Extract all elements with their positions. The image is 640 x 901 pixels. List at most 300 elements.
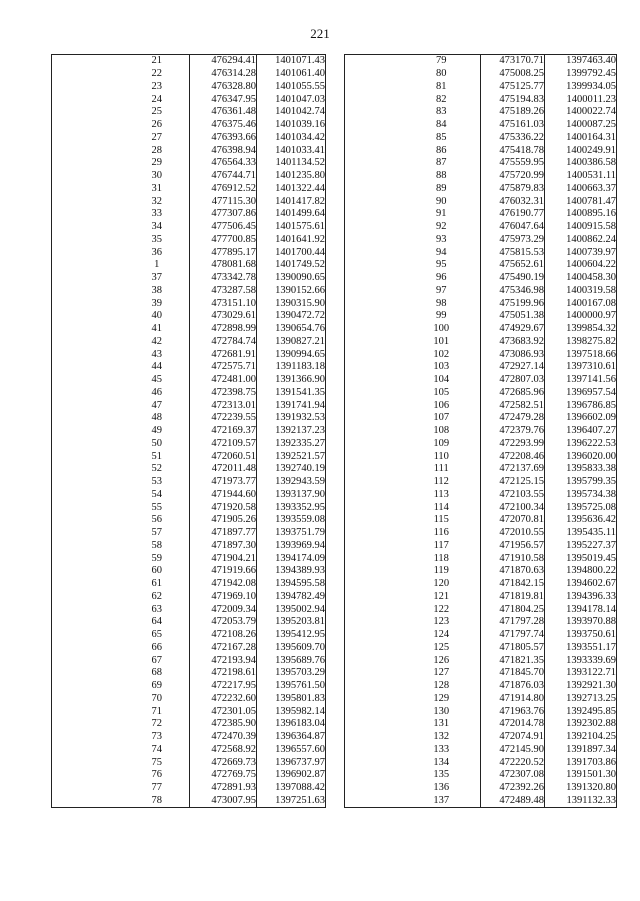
- blank-cell: [52, 234, 125, 247]
- y-coordinate-cell: 1391320.80: [545, 782, 617, 795]
- x-coordinate-cell: 472100.34: [481, 501, 545, 514]
- table-row: [52, 336, 326, 349]
- blank-cell: [52, 93, 125, 106]
- table-row: [52, 744, 326, 757]
- y-coordinate-cell: 1400739.97: [545, 246, 617, 259]
- table-row: [345, 756, 617, 769]
- table-row: [345, 272, 617, 285]
- point-number-cell: 34: [125, 221, 190, 234]
- blank-cell: [345, 425, 403, 438]
- coordinates-table-left: [51, 54, 326, 808]
- point-number-cell: 95: [403, 259, 481, 272]
- table-row: [345, 310, 617, 323]
- table-row: [345, 183, 617, 196]
- table-row: [345, 782, 617, 795]
- y-coordinate-cell: 1395703.29: [257, 667, 326, 680]
- point-number-cell: 61: [125, 578, 190, 591]
- table-row: [52, 55, 326, 68]
- table-row: [345, 348, 617, 361]
- blank-cell: [345, 616, 403, 629]
- table-row: [52, 234, 326, 247]
- x-coordinate-cell: 472685.96: [481, 387, 545, 400]
- y-coordinate-cell: 1401499.64: [257, 208, 326, 221]
- point-number-cell: 135: [403, 769, 481, 782]
- y-coordinate-cell: 1400862.24: [545, 234, 617, 247]
- blank-cell: [52, 731, 125, 744]
- y-coordinate-cell: 1397310.61: [545, 361, 617, 374]
- table-row: [52, 769, 326, 782]
- x-coordinate-cell: 475418.78: [481, 144, 545, 157]
- y-coordinate-cell: 1390654.76: [257, 323, 326, 336]
- x-coordinate-cell: 477506.45: [190, 221, 257, 234]
- y-coordinate-cell: 1400167.08: [545, 297, 617, 310]
- y-coordinate-cell: 1401235.80: [257, 170, 326, 183]
- x-coordinate-cell: 472582.51: [481, 399, 545, 412]
- x-coordinate-cell: 472301.05: [190, 705, 257, 718]
- y-coordinate-cell: 1401700.44: [257, 246, 326, 259]
- x-coordinate-cell: 476375.46: [190, 119, 257, 132]
- blank-cell: [345, 55, 403, 68]
- table-row: [345, 476, 617, 489]
- x-coordinate-cell: 475973.29: [481, 234, 545, 247]
- x-coordinate-cell: 473029.61: [190, 310, 257, 323]
- blank-cell: [345, 374, 403, 387]
- y-coordinate-cell: 1397251.63: [257, 795, 326, 808]
- point-number-cell: 41: [125, 323, 190, 336]
- blank-cell: [345, 552, 403, 565]
- y-coordinate-cell: 1390827.21: [257, 336, 326, 349]
- blank-cell: [52, 157, 125, 170]
- y-coordinate-cell: 1395801.83: [257, 693, 326, 706]
- table-row: [345, 399, 617, 412]
- y-coordinate-cell: 1400087.25: [545, 119, 617, 132]
- x-coordinate-cell: 473342.78: [190, 272, 257, 285]
- point-number-cell: 56: [125, 514, 190, 527]
- point-number-cell: 26: [125, 119, 190, 132]
- y-coordinate-cell: 1401061.40: [257, 68, 326, 81]
- x-coordinate-cell: 471897.30: [190, 540, 257, 553]
- point-number-cell: 38: [125, 285, 190, 298]
- blank-cell: [52, 412, 125, 425]
- y-coordinate-cell: 1396786.85: [545, 399, 617, 412]
- blank-cell: [345, 705, 403, 718]
- table-row: [52, 374, 326, 387]
- table-row: [52, 603, 326, 616]
- y-coordinate-cell: 1395689.76: [257, 654, 326, 667]
- blank-cell: [52, 323, 125, 336]
- table-row: [345, 718, 617, 731]
- point-number-cell: 68: [125, 667, 190, 680]
- table-row: [345, 489, 617, 502]
- x-coordinate-cell: 472109.57: [190, 438, 257, 451]
- table-row: [52, 438, 326, 451]
- table-row: [345, 629, 617, 642]
- blank-cell: [345, 654, 403, 667]
- point-number-cell: 132: [403, 731, 481, 744]
- x-coordinate-cell: 474929.67: [481, 323, 545, 336]
- x-coordinate-cell: 473287.58: [190, 285, 257, 298]
- x-coordinate-cell: 472479.28: [481, 412, 545, 425]
- y-coordinate-cell: 1391183.18: [257, 361, 326, 374]
- point-number-cell: 31: [125, 183, 190, 196]
- blank-cell: [345, 246, 403, 259]
- x-coordinate-cell: 475652.61: [481, 259, 545, 272]
- blank-cell: [345, 221, 403, 234]
- y-coordinate-cell: 1400781.47: [545, 195, 617, 208]
- table-row: [52, 552, 326, 565]
- x-coordinate-cell: 475336.22: [481, 132, 545, 145]
- coordinates-table-right: [344, 54, 617, 808]
- point-number-cell: 49: [125, 425, 190, 438]
- y-coordinate-cell: 1400000.97: [545, 310, 617, 323]
- blank-cell: [52, 221, 125, 234]
- table-row: [345, 578, 617, 591]
- y-coordinate-cell: 1395725.08: [545, 501, 617, 514]
- point-number-cell: 106: [403, 399, 481, 412]
- blank-cell: [345, 412, 403, 425]
- point-number-cell: 33: [125, 208, 190, 221]
- blank-cell: [52, 119, 125, 132]
- table-row: [345, 616, 617, 629]
- x-coordinate-cell: 472014.78: [481, 718, 545, 731]
- point-number-cell: 81: [403, 81, 481, 94]
- y-coordinate-cell: 1391897.34: [545, 744, 617, 757]
- point-number-cell: 80: [403, 68, 481, 81]
- blank-cell: [52, 297, 125, 310]
- table-row: [345, 680, 617, 693]
- table-row: [52, 348, 326, 361]
- point-number-cell: 59: [125, 552, 190, 565]
- table-row: [52, 170, 326, 183]
- point-number-cell: 78: [125, 795, 190, 808]
- table-row: [345, 285, 617, 298]
- table-row: [52, 527, 326, 540]
- point-number-cell: 97: [403, 285, 481, 298]
- x-coordinate-cell: 475189.26: [481, 106, 545, 119]
- point-number-cell: 24: [125, 93, 190, 106]
- point-number-cell: 42: [125, 336, 190, 349]
- point-number-cell: 63: [125, 603, 190, 616]
- point-number-cell: 133: [403, 744, 481, 757]
- blank-cell: [52, 361, 125, 374]
- blank-cell: [345, 310, 403, 323]
- point-number-cell: 73: [125, 731, 190, 744]
- y-coordinate-cell: 1400458.30: [545, 272, 617, 285]
- blank-cell: [345, 463, 403, 476]
- y-coordinate-cell: 1396902.87: [257, 769, 326, 782]
- x-coordinate-cell: 471797.28: [481, 616, 545, 629]
- x-coordinate-cell: 472927.14: [481, 361, 545, 374]
- y-coordinate-cell: 1390472.72: [257, 310, 326, 323]
- x-coordinate-cell: 471920.58: [190, 501, 257, 514]
- blank-cell: [52, 642, 125, 655]
- y-coordinate-cell: 1393750.61: [545, 629, 617, 642]
- table-row: [345, 412, 617, 425]
- y-coordinate-cell: 1391366.90: [257, 374, 326, 387]
- x-coordinate-cell: 472293.99: [481, 438, 545, 451]
- point-number-cell: 125: [403, 642, 481, 655]
- point-number-cell: 85: [403, 132, 481, 145]
- x-coordinate-cell: 475051.38: [481, 310, 545, 323]
- x-coordinate-cell: 477115.30: [190, 195, 257, 208]
- y-coordinate-cell: 1394800.22: [545, 565, 617, 578]
- point-number-cell: 39: [125, 297, 190, 310]
- blank-cell: [345, 642, 403, 655]
- blank-cell: [52, 591, 125, 604]
- x-coordinate-cell: 471905.26: [190, 514, 257, 527]
- y-coordinate-cell: 1393137.90: [257, 489, 326, 502]
- x-coordinate-cell: 477895.17: [190, 246, 257, 259]
- point-number-cell: 67: [125, 654, 190, 667]
- table-row: [52, 272, 326, 285]
- x-coordinate-cell: 472891.93: [190, 782, 257, 795]
- point-number-cell: 120: [403, 578, 481, 591]
- point-number-cell: 103: [403, 361, 481, 374]
- x-coordinate-cell: 471969.10: [190, 591, 257, 604]
- blank-cell: [345, 527, 403, 540]
- table-row: [345, 297, 617, 310]
- y-coordinate-cell: 1401034.42: [257, 132, 326, 145]
- point-number-cell: 107: [403, 412, 481, 425]
- blank-cell: [52, 348, 125, 361]
- y-coordinate-cell: 1397463.40: [545, 55, 617, 68]
- y-coordinate-cell: 1400022.74: [545, 106, 617, 119]
- blank-cell: [52, 450, 125, 463]
- y-coordinate-cell: 1390315.90: [257, 297, 326, 310]
- blank-cell: [345, 348, 403, 361]
- x-coordinate-cell: 472307.08: [481, 769, 545, 782]
- table-row: [52, 285, 326, 298]
- y-coordinate-cell: 1395435.11: [545, 527, 617, 540]
- x-coordinate-cell: 472669.73: [190, 756, 257, 769]
- point-number-cell: 119: [403, 565, 481, 578]
- blank-cell: [345, 591, 403, 604]
- blank-cell: [52, 68, 125, 81]
- x-coordinate-cell: 472009.34: [190, 603, 257, 616]
- point-number-cell: 77: [125, 782, 190, 795]
- point-number-cell: 89: [403, 183, 481, 196]
- point-number-cell: 130: [403, 705, 481, 718]
- x-coordinate-cell: 472167.28: [190, 642, 257, 655]
- point-number-cell: 102: [403, 348, 481, 361]
- x-coordinate-cell: 472053.79: [190, 616, 257, 629]
- blank-cell: [345, 336, 403, 349]
- x-coordinate-cell: 472125.15: [481, 476, 545, 489]
- blank-cell: [345, 565, 403, 578]
- x-coordinate-cell: 473683.92: [481, 336, 545, 349]
- point-number-cell: 70: [125, 693, 190, 706]
- y-coordinate-cell: 1394389.93: [257, 565, 326, 578]
- x-coordinate-cell: 473151.10: [190, 297, 257, 310]
- blank-cell: [52, 55, 125, 68]
- y-coordinate-cell: 1401039.16: [257, 119, 326, 132]
- point-number-cell: 122: [403, 603, 481, 616]
- blank-cell: [345, 285, 403, 298]
- y-coordinate-cell: 1401417.82: [257, 195, 326, 208]
- x-coordinate-cell: 471876.03: [481, 680, 545, 693]
- y-coordinate-cell: 1390090.65: [257, 272, 326, 285]
- point-number-cell: 23: [125, 81, 190, 94]
- blank-cell: [345, 68, 403, 81]
- point-number-cell: 131: [403, 718, 481, 731]
- point-number-cell: 123: [403, 616, 481, 629]
- y-coordinate-cell: 1392495.85: [545, 705, 617, 718]
- blank-cell: [52, 144, 125, 157]
- x-coordinate-cell: 475125.77: [481, 81, 545, 94]
- table-row: [345, 208, 617, 221]
- y-coordinate-cell: 1390994.65: [257, 348, 326, 361]
- blank-cell: [52, 374, 125, 387]
- point-number-cell: 1: [125, 259, 190, 272]
- blank-cell: [52, 399, 125, 412]
- table-row: [345, 514, 617, 527]
- point-number-cell: 124: [403, 629, 481, 642]
- blank-cell: [345, 106, 403, 119]
- y-coordinate-cell: 1401641.92: [257, 234, 326, 247]
- y-coordinate-cell: 1391703.86: [545, 756, 617, 769]
- table-row: [345, 438, 617, 451]
- point-number-cell: 93: [403, 234, 481, 247]
- point-number-cell: 96: [403, 272, 481, 285]
- point-number-cell: 105: [403, 387, 481, 400]
- table-row: [52, 119, 326, 132]
- y-coordinate-cell: 1401575.61: [257, 221, 326, 234]
- table-row: [345, 259, 617, 272]
- y-coordinate-cell: 1392137.23: [257, 425, 326, 438]
- table-row: [52, 323, 326, 336]
- blank-cell: [345, 170, 403, 183]
- x-coordinate-cell: 472898.99: [190, 323, 257, 336]
- y-coordinate-cell: 1392943.59: [257, 476, 326, 489]
- x-coordinate-cell: 471804.25: [481, 603, 545, 616]
- y-coordinate-cell: 1394174.09: [257, 552, 326, 565]
- blank-cell: [52, 438, 125, 451]
- y-coordinate-cell: 1392521.57: [257, 450, 326, 463]
- table-row: [52, 476, 326, 489]
- y-coordinate-cell: 1400663.37: [545, 183, 617, 196]
- x-coordinate-cell: 472217.95: [190, 680, 257, 693]
- table-row: [52, 795, 326, 808]
- table-row: [52, 310, 326, 323]
- table-row: [52, 756, 326, 769]
- blank-cell: [345, 81, 403, 94]
- x-coordinate-cell: 476398.94: [190, 144, 257, 157]
- table-row: [345, 81, 617, 94]
- point-number-cell: 129: [403, 693, 481, 706]
- blank-cell: [52, 552, 125, 565]
- x-coordinate-cell: 472239.55: [190, 412, 257, 425]
- point-number-cell: 137: [403, 795, 481, 808]
- y-coordinate-cell: 1401322.44: [257, 183, 326, 196]
- point-number-cell: 55: [125, 501, 190, 514]
- table-row: [52, 387, 326, 400]
- y-coordinate-cell: 1399792.45: [545, 68, 617, 81]
- x-coordinate-cell: 476294.41: [190, 55, 257, 68]
- table-row: [52, 68, 326, 81]
- blank-cell: [345, 718, 403, 731]
- table-row: [345, 795, 617, 808]
- x-coordinate-cell: 472070.81: [481, 514, 545, 527]
- table-row: [52, 246, 326, 259]
- point-number-cell: 21: [125, 55, 190, 68]
- y-coordinate-cell: 1399934.05: [545, 81, 617, 94]
- point-number-cell: 116: [403, 527, 481, 540]
- y-coordinate-cell: 1394396.33: [545, 591, 617, 604]
- x-coordinate-cell: 472103.55: [481, 489, 545, 502]
- table-row: [345, 234, 617, 247]
- table-row: [345, 501, 617, 514]
- y-coordinate-cell: 1400164.31: [545, 132, 617, 145]
- y-coordinate-cell: 1396222.53: [545, 438, 617, 451]
- blank-cell: [52, 667, 125, 680]
- point-number-cell: 82: [403, 93, 481, 106]
- y-coordinate-cell: 1395019.45: [545, 552, 617, 565]
- point-number-cell: 79: [403, 55, 481, 68]
- point-number-cell: 83: [403, 106, 481, 119]
- point-number-cell: 58: [125, 540, 190, 553]
- point-number-cell: 92: [403, 221, 481, 234]
- x-coordinate-cell: 471821.35: [481, 654, 545, 667]
- y-coordinate-cell: 1401047.03: [257, 93, 326, 106]
- table-row: [345, 144, 617, 157]
- y-coordinate-cell: 1396957.54: [545, 387, 617, 400]
- y-coordinate-cell: 1400915.58: [545, 221, 617, 234]
- blank-cell: [52, 81, 125, 94]
- blank-cell: [345, 667, 403, 680]
- blank-cell: [52, 629, 125, 642]
- point-number-cell: 115: [403, 514, 481, 527]
- blank-cell: [345, 272, 403, 285]
- table-row: [52, 667, 326, 680]
- point-number-cell: 134: [403, 756, 481, 769]
- blank-cell: [52, 310, 125, 323]
- point-number-cell: 40: [125, 310, 190, 323]
- point-number-cell: 66: [125, 642, 190, 655]
- point-number-cell: 28: [125, 144, 190, 157]
- blank-cell: [52, 463, 125, 476]
- table-row: [52, 578, 326, 591]
- point-number-cell: 99: [403, 310, 481, 323]
- blank-cell: [52, 578, 125, 591]
- table-row: [52, 629, 326, 642]
- point-number-cell: 29: [125, 157, 190, 170]
- y-coordinate-cell: 1391501.30: [545, 769, 617, 782]
- blank-cell: [345, 234, 403, 247]
- table-row: [345, 552, 617, 565]
- blank-cell: [52, 527, 125, 540]
- table-row: [345, 693, 617, 706]
- blank-cell: [52, 208, 125, 221]
- blank-cell: [52, 272, 125, 285]
- x-coordinate-cell: 471963.76: [481, 705, 545, 718]
- x-coordinate-cell: 475559.95: [481, 157, 545, 170]
- y-coordinate-cell: 1396020.00: [545, 450, 617, 463]
- point-number-cell: 126: [403, 654, 481, 667]
- x-coordinate-cell: 471944.60: [190, 489, 257, 502]
- x-coordinate-cell: 471842.15: [481, 578, 545, 591]
- y-coordinate-cell: 1397141.56: [545, 374, 617, 387]
- y-coordinate-cell: 1401071.43: [257, 55, 326, 68]
- table-row: [345, 565, 617, 578]
- table-row: [52, 157, 326, 170]
- point-number-cell: 43: [125, 348, 190, 361]
- blank-cell: [52, 693, 125, 706]
- blank-cell: [52, 565, 125, 578]
- x-coordinate-cell: 473170.71: [481, 55, 545, 68]
- table-row: [345, 195, 617, 208]
- y-coordinate-cell: 1396183.04: [257, 718, 326, 731]
- table-row: [345, 654, 617, 667]
